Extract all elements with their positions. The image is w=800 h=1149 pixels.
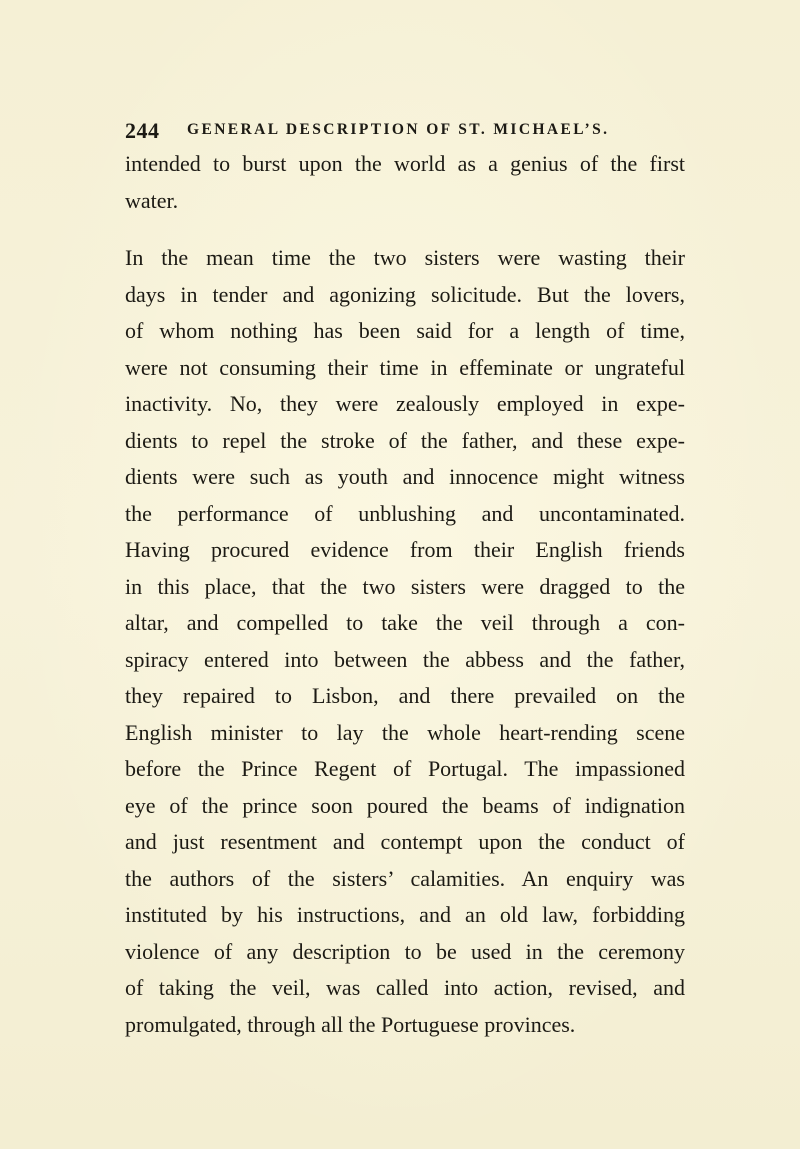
text-line: In the mean time the two sisters were wasting their bbox=[125, 245, 685, 270]
text-line: Having procured evidence from their English friends bbox=[125, 537, 685, 562]
text-line: in this place, that the two sisters were dragged to the bbox=[125, 573, 685, 599]
paragraph-2 bbox=[125, 240, 685, 1043]
text-line: water. bbox=[125, 187, 179, 213]
body-text bbox=[125, 146, 685, 1043]
text-line: dients were such as youth and innocence might witness bbox=[125, 464, 685, 489]
paragraph-1 bbox=[125, 146, 685, 219]
text-line: promulgated, through all the Portuguese provinces. bbox=[125, 1011, 576, 1037]
text-line: the authors of the sisters’ calamities. An enquiry was bbox=[125, 865, 685, 891]
text-line: eye of the prince soon poured the beams of indignation bbox=[125, 792, 685, 818]
text-line: of taking the veil, was called into action, revised, and bbox=[125, 975, 685, 1000]
paragraph-gap bbox=[125, 219, 685, 240]
text-line: instituted by his instructions, and an old law, forbidding bbox=[125, 902, 685, 927]
text-line: of whom nothing has been said for a length of time, bbox=[125, 318, 685, 343]
text-line: altar, and compelled to take the veil through a con- bbox=[125, 610, 685, 635]
text-line: dients to repel the stroke of the father, and these expe- bbox=[125, 427, 685, 453]
running-title: GENERAL DESCRIPTION OF ST. MICHAEL’S. bbox=[187, 121, 610, 138]
text-line: the performance of unblushing and uncontaminated. bbox=[125, 500, 685, 526]
text-line: days in tender and agonizing solicitude. But the lovers, bbox=[125, 281, 685, 307]
text-line: and just resentment and contempt upon the conduct of bbox=[125, 829, 685, 854]
running-head bbox=[125, 118, 685, 146]
text-line: English minister to lay the whole heart-rending scene bbox=[125, 719, 685, 745]
text-line: violence of any description to be used in the ceremony bbox=[125, 938, 685, 964]
page-number: 244 bbox=[125, 118, 160, 143]
text-line: were not consuming their time in effeminate or ungrateful bbox=[125, 354, 685, 380]
text-line: they repaired to Lisbon, and there prevailed on the bbox=[125, 683, 685, 708]
text-line: inactivity. No, they were zealously employed in expe- bbox=[125, 391, 685, 416]
text-line: intended to burst upon the world as a genius of the first bbox=[125, 151, 685, 176]
text-line: spiracy entered into between the abbess and the father, bbox=[125, 646, 685, 672]
text-line: before the Prince Regent of Portugal. The impassioned bbox=[125, 756, 685, 781]
